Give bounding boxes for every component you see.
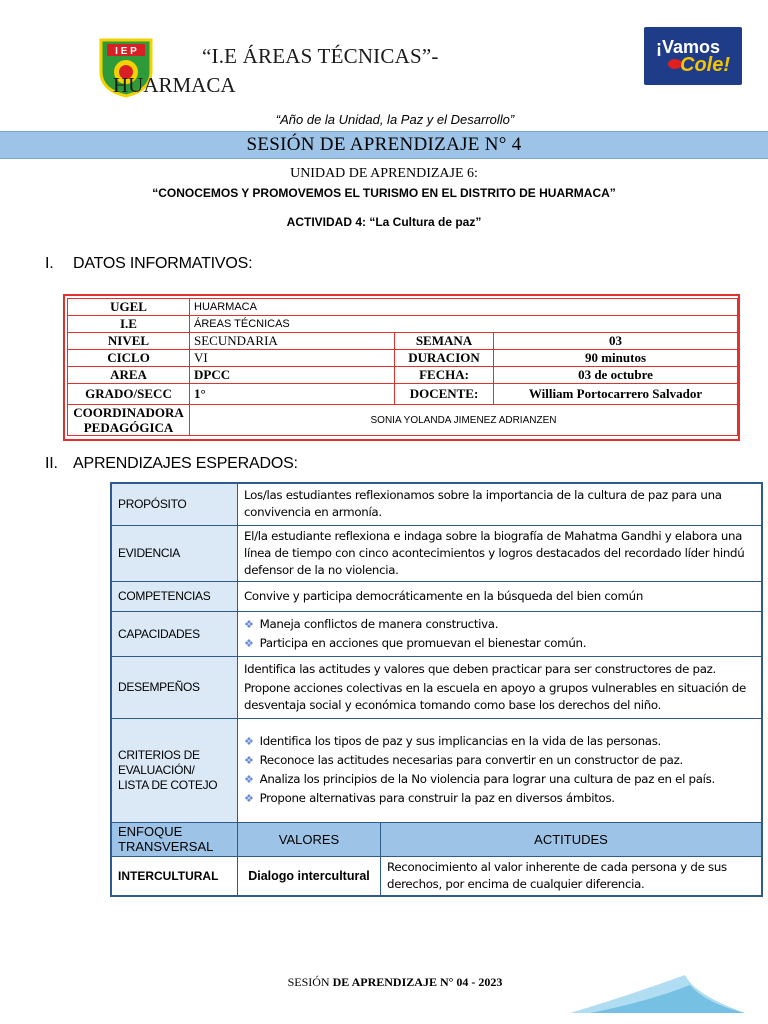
diamond-bullet-icon: ❖ (244, 792, 254, 805)
campaign-logo-line1: ¡Vamos (656, 37, 721, 57)
criterios-label-line1: CRITERIOS DE (118, 747, 200, 762)
list-item (244, 752, 755, 769)
table-row (68, 299, 738, 316)
list-item (244, 733, 755, 750)
criterios-label-line2: EVALUACIÓN/ (118, 762, 195, 777)
criterio-text: Analiza los principios de la No violencia para lograr una cultura de paz en el país. (259, 772, 715, 786)
duracion-label: DURACION (395, 350, 494, 367)
table-row (111, 822, 762, 856)
desempenos-label: DESEMPEÑOS (111, 656, 238, 718)
table-row (111, 611, 762, 656)
list-item (244, 635, 755, 652)
table-row (68, 333, 738, 350)
semana-value: 03 (494, 333, 738, 350)
table-row (111, 581, 762, 611)
capacidad-text: Participa en acciones que promuevan el bienestar común. (259, 635, 587, 650)
valores-header: VALORES (238, 822, 381, 856)
section-heading: APRENDIZAJES ESPERADOS: (73, 455, 298, 472)
ugel-value: HUARMACA (190, 299, 738, 316)
ie-value: ÁREAS TÉCNICAS (190, 316, 738, 333)
actitudes-header: ACTITUDES (381, 822, 763, 856)
competencias-label: COMPETENCIAS (111, 581, 238, 611)
docente-value: William Portocarrero Salvador (494, 384, 738, 405)
evidencia-value: El/la estudiante reflexiona e indaga sobre la biografía de Mahatma Gandhi y elabora una línea de tiempo con cinco acontecimientos y logros destacados del recordado líder hindú defensor de la no violencia. (238, 525, 763, 581)
area-label: AREA (68, 367, 190, 384)
competencias-value: Convive y participa democráticamente en la búsqueda del bien común (238, 581, 763, 611)
section-number: II. (45, 455, 58, 472)
section-aprendizajes-esperados (45, 455, 298, 473)
capacidad-text: Maneja conflictos de manera constructiva. (259, 616, 499, 631)
enfoque-label (111, 822, 238, 856)
criterio-text: Reconoce las actitudes necesarias para convertir en un constructor de paz. (259, 753, 683, 767)
logo-text: I E P (115, 46, 137, 57)
table-row (111, 525, 762, 581)
desempeno-1: Identifica las actitudes y valores que deben practicar para ser constructores de paz. (244, 661, 716, 676)
valor-value: Dialogo intercultural (238, 856, 381, 896)
table-row (111, 856, 762, 896)
criterios-label-line3: LISTA DE COTEJO (118, 777, 218, 792)
duracion-value: 90 minutos (494, 350, 738, 367)
table-row (68, 384, 738, 405)
ie-label: I.E (68, 316, 190, 333)
table-row (68, 367, 738, 384)
school-name: “I.E ÁREAS TÉCNICAS”- (202, 44, 439, 68)
grado-value: 1° (190, 384, 395, 405)
session-title: SESIÓN DE APRENDIZAJE N° 4 (0, 131, 768, 159)
decorative-wave-graphic (570, 975, 745, 1015)
ugel-label: UGEL (68, 299, 190, 316)
nivel-label: NIVEL (68, 333, 190, 350)
diamond-bullet-icon: ❖ (244, 735, 254, 748)
actitud-value: Reconocimiento al valor inherente de cada persona y de sus derechos, por encima de cualquier diferencia. (381, 856, 763, 896)
enfoque-value: INTERCULTURAL (111, 856, 238, 896)
ciclo-label: CICLO (68, 350, 190, 367)
capacidades-list (238, 611, 763, 656)
list-item (244, 790, 755, 807)
ciclo-value: VI (190, 350, 395, 367)
criterios-list (238, 718, 763, 822)
capacidades-label: CAPACIDADES (111, 611, 238, 656)
footer-prefix: SESIÓN (287, 975, 330, 989)
table-row (111, 656, 762, 718)
coordinadora-value: SONIA YOLANDA JIMENEZ ADRIANZEN (190, 405, 738, 436)
vamos-al-cole-logo (644, 27, 742, 85)
table-row (68, 350, 738, 367)
activity-title: ACTIVIDAD 4: “La Cultura de paz” (286, 215, 482, 229)
campaign-logo-line2: Cole! (680, 54, 730, 76)
list-item (244, 771, 755, 788)
evidencia-label: EVIDENCIA (111, 525, 238, 581)
coordinadora-label (68, 405, 190, 436)
table-row (68, 405, 738, 436)
footer-rest: DE APRENDIZAJE N° 04 - 2023 (332, 975, 503, 989)
semana-label: SEMANA (395, 333, 494, 350)
desempeno-2: Propone acciones colectivas en la escuela en apoyo a grupos vulnerables en situación de desventaja social y económica tomando como base los derechos del niño. (244, 680, 746, 712)
coordinadora-label-line2: PEDAGÓGICA (83, 420, 174, 435)
school-town: HUARMACA (113, 73, 236, 97)
unit-title: UNIDAD DE APRENDIZAJE 6: (290, 166, 478, 181)
diamond-bullet-icon: ❖ (244, 754, 254, 767)
table-row (68, 316, 738, 333)
enfoque-label-line1: ENFOQUE (118, 824, 183, 839)
criterio-text: Propone alternativas para construir la paz en diversos ámbitos. (259, 791, 615, 805)
coordinadora-label-line1: COORDINADORA (73, 405, 184, 420)
year-motto: “Año de la Unidad, la Paz y el Desarrollo” (275, 112, 515, 127)
section-number: I. (45, 255, 54, 272)
docente-label: DOCENTE: (395, 384, 494, 405)
criterio-text: Identifica los tipos de paz y sus implicancias en la vida de las personas. (259, 734, 661, 748)
aprendizajes-table (110, 482, 763, 897)
proposito-value: Los/las estudiantes reflexionamos sobre la importancia de la cultura de paz para una convivencia en armonía. (238, 483, 763, 525)
criterios-label (111, 718, 238, 822)
fecha-label: FECHA: (395, 367, 494, 384)
table-row (111, 718, 762, 822)
table-row (111, 483, 762, 525)
grado-label: GRADO/SECC (68, 384, 190, 405)
diamond-bullet-icon: ❖ (244, 617, 254, 631)
unit-name: “CONOCEMOS Y PROMOVEMOS EL TURISMO EN EL DISTRITO DE HUARMACA” (152, 186, 616, 200)
diamond-bullet-icon: ❖ (244, 773, 254, 786)
datos-informativos-table (63, 294, 740, 441)
proposito-label: PROPÓSITO (111, 483, 238, 525)
area-value: DPCC (190, 367, 395, 384)
desempenos-value (238, 656, 763, 718)
section-datos-informativos (45, 255, 252, 273)
section-heading: DATOS INFORMATIVOS: (73, 255, 253, 272)
diamond-bullet-icon: ❖ (244, 636, 254, 650)
fecha-value: 03 de octubre (494, 367, 738, 384)
list-item (244, 616, 755, 633)
nivel-value: SECUNDARIA (190, 333, 395, 350)
enfoque-label-line2: TRANSVERSAL (118, 839, 214, 854)
